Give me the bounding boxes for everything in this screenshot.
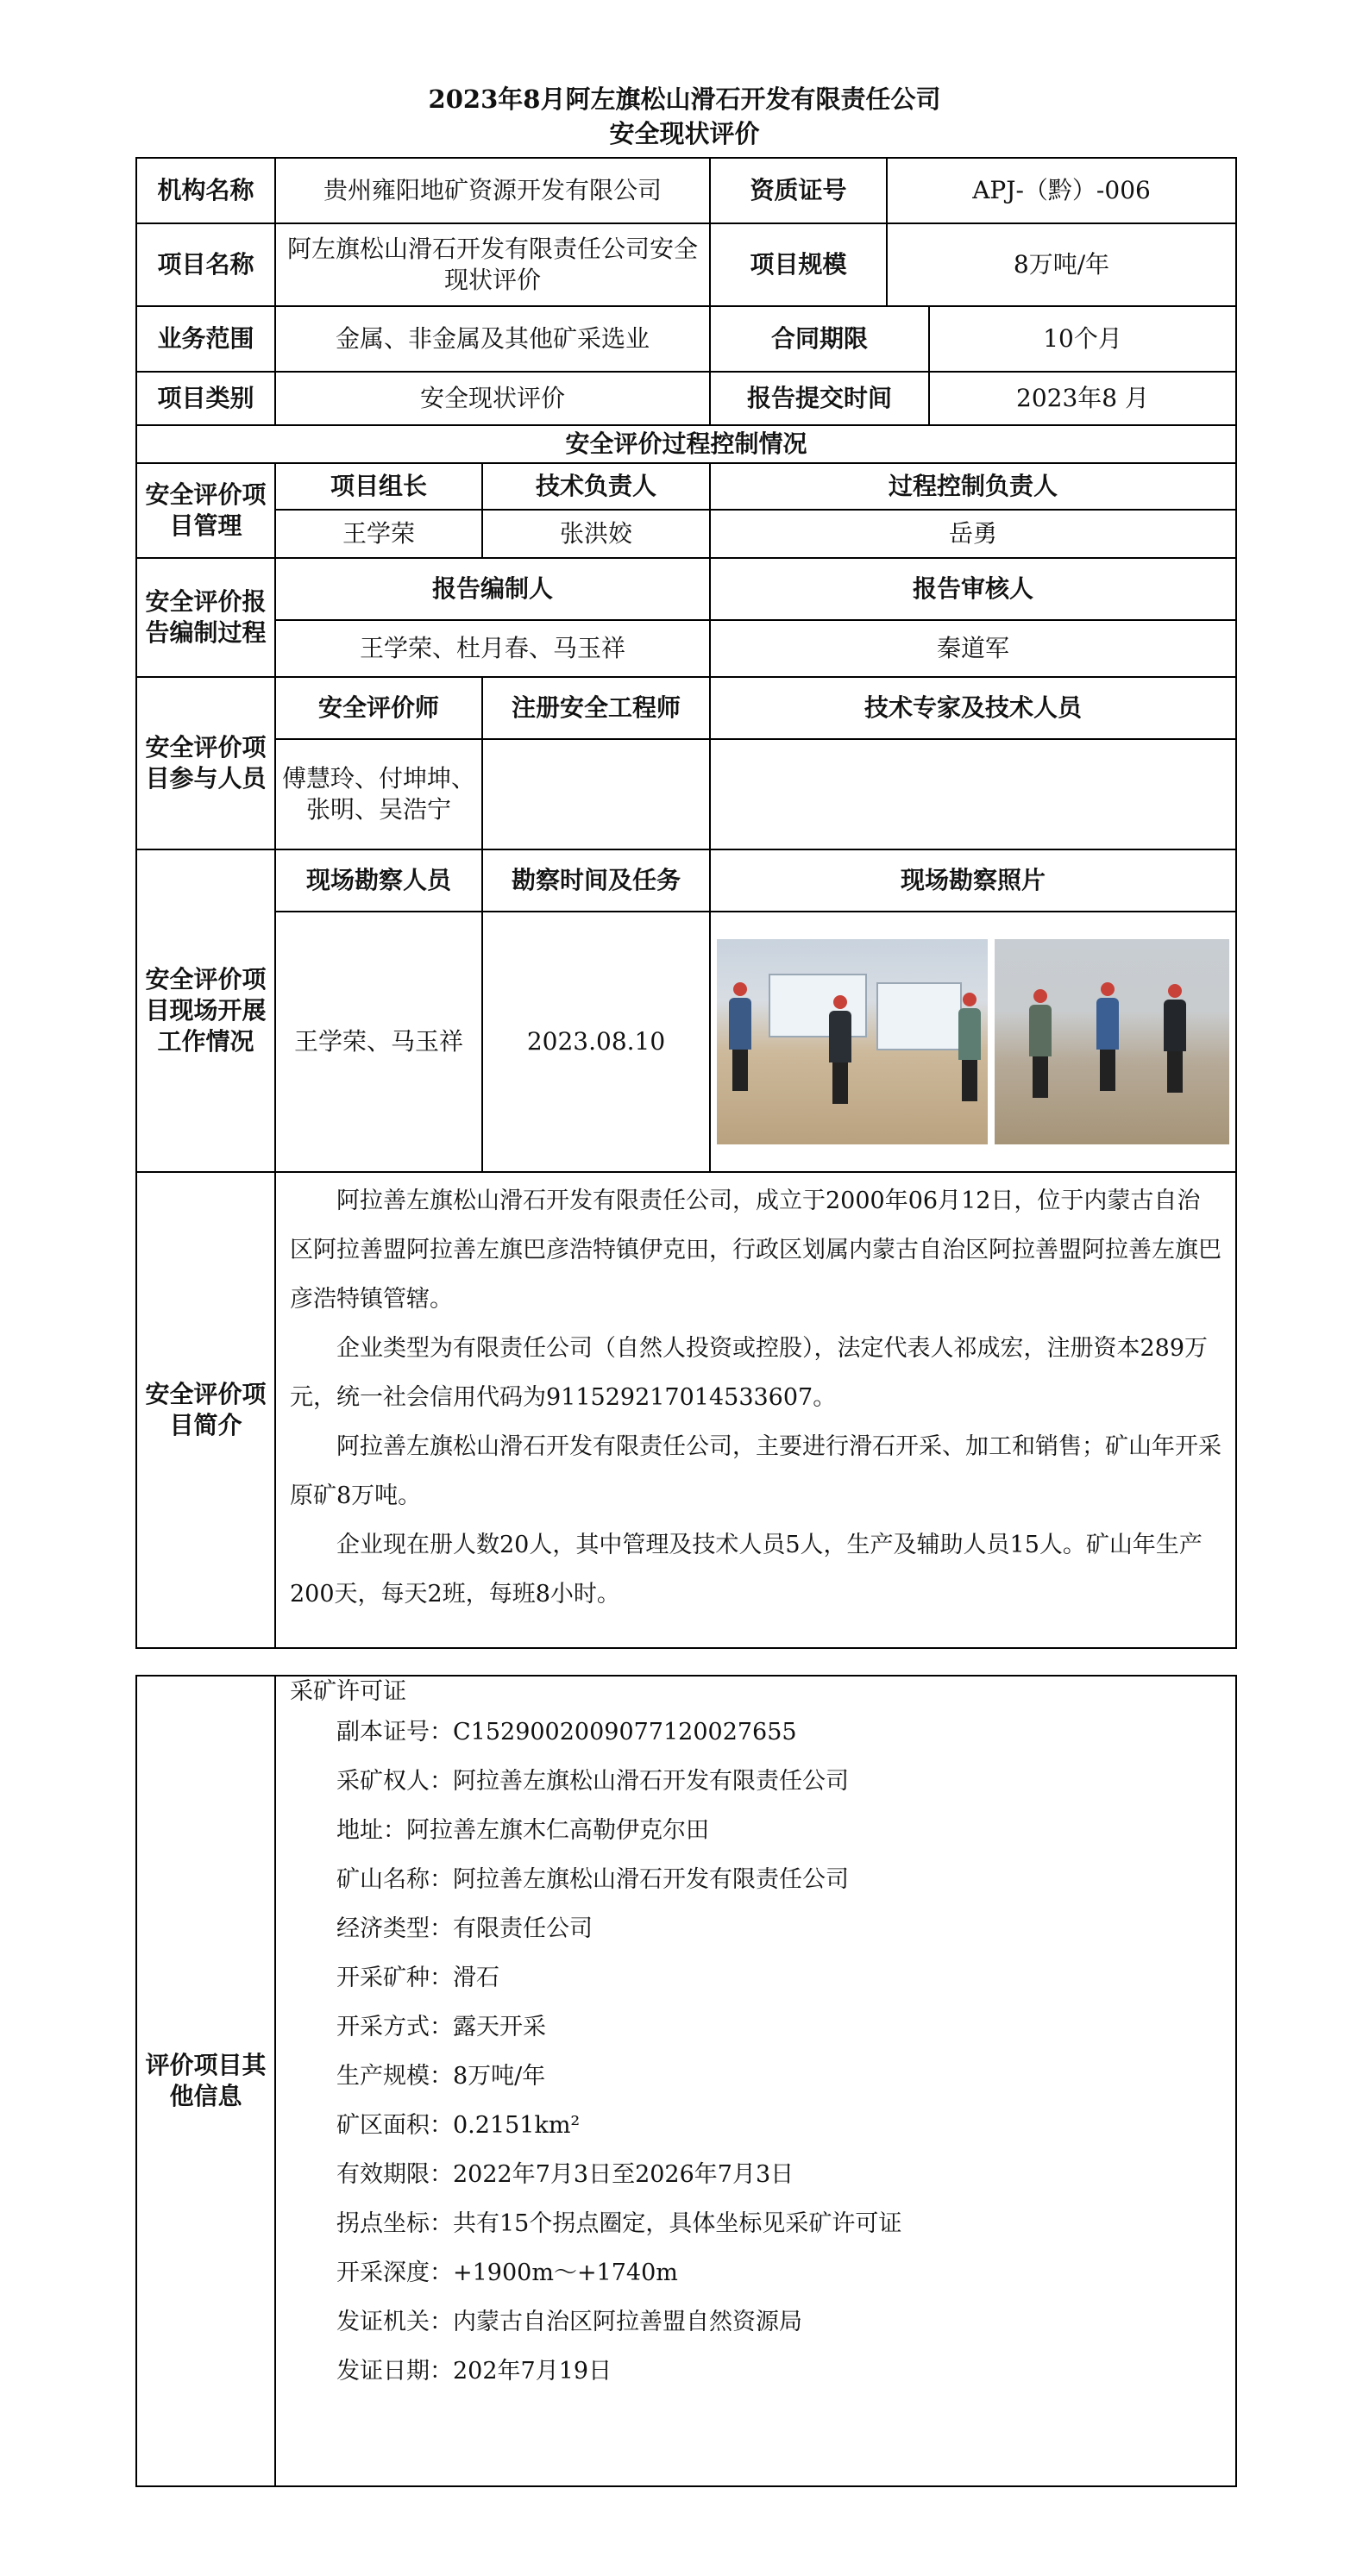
submit-value: 2023年8 月 — [929, 372, 1236, 425]
report-v1: 王学荣、杜月春、马玉祥 — [275, 620, 710, 677]
mgmt-h1: 项目组长 — [275, 463, 482, 510]
site-h3: 现场勘察照片 — [710, 849, 1236, 912]
staff-h1: 安全评价师 — [275, 677, 482, 739]
row-scope — [136, 306, 1236, 372]
person-figure — [958, 993, 981, 1101]
license-line: 开采矿种：滑石 — [336, 1965, 499, 1991]
person-figure — [1096, 982, 1119, 1091]
contract-value: 10个月 — [929, 306, 1236, 372]
other-content — [275, 1676, 1236, 2486]
row-intro — [136, 1172, 1236, 1648]
scale-value: 8万吨/年 — [887, 223, 1236, 306]
mgmt-label: 安全评价项目管理 — [136, 463, 275, 558]
report-v2: 秦道军 — [710, 620, 1236, 677]
scope-value: 金属、非金属及其他矿采选业 — [275, 306, 710, 372]
row-staff-head — [136, 677, 1236, 739]
row-staff-values — [136, 739, 1236, 849]
license-line: 发证机关：内蒙古自治区阿拉善盟自然资源局 — [336, 2309, 802, 2335]
staff-v3 — [710, 739, 1236, 849]
staff-h2: 注册安全工程师 — [482, 677, 710, 739]
license-line: 生产规模：8万吨/年 — [336, 2063, 546, 2090]
doc-title-line2: 安全现状评价 — [609, 119, 760, 148]
cert-label: 资质证号 — [710, 158, 887, 223]
report-h2: 报告审核人 — [710, 558, 1236, 620]
person-figure — [1164, 984, 1186, 1093]
site-photos — [710, 912, 1236, 1172]
contract-label: 合同期限 — [710, 306, 929, 372]
project-value: 阿左旗松山滑石开发有限责任公司安全现状评价 — [275, 223, 710, 306]
site-h1: 现场勘察人员 — [275, 849, 482, 912]
site-photo-2 — [995, 939, 1229, 1144]
site-label: 安全评价项目现场开展工作情况 — [136, 849, 275, 1172]
license-line: 经济类型：有限责任公司 — [336, 1915, 593, 1942]
intro-paragraph-1: 阿拉善左旗松山滑石开发有限责任公司，成立于2000年06月12日，位于内蒙古自治区阿拉善盟阿拉善左旗巴彦浩特镇伊克田，行政区划属内蒙古自治区阿拉善盟阿拉善左旗巴彦浩特镇管辖。 — [290, 1188, 1221, 1313]
license-line: 拐点坐标：共有15个拐点圈定，具体坐标见采矿许可证 — [336, 2210, 902, 2237]
row-report-head — [136, 558, 1236, 620]
staff-h3: 技术专家及技术人员 — [710, 677, 1236, 739]
mgmt-v3: 岳勇 — [710, 510, 1236, 558]
row-process-header — [136, 425, 1236, 463]
other-info-table — [135, 1675, 1237, 2487]
type-value: 安全现状评价 — [275, 372, 710, 425]
submit-label: 报告提交时间 — [710, 372, 929, 425]
doc-title-line1: 2023年8月阿左旗松山滑石开发有限责任公司 — [428, 85, 941, 114]
intro-label: 安全评价项目简介 — [136, 1172, 275, 1648]
license-line: 发证日期：202年7月19日 — [336, 2358, 612, 2385]
license-line: 矿区面积：0.2151km² — [336, 2112, 581, 2139]
mgmt-v2: 张洪姣 — [482, 510, 710, 558]
org-value: 贵州雍阳地矿资源开发有限公司 — [275, 158, 710, 223]
license-line: 开采方式：露天开采 — [336, 2014, 546, 2040]
site-photo-1 — [717, 939, 988, 1144]
type-label: 项目类别 — [136, 372, 275, 425]
scale-label: 项目规模 — [710, 223, 887, 306]
mgmt-v1: 王学荣 — [275, 510, 482, 558]
license-line: 开采深度：+1900m～+1740m — [336, 2259, 678, 2286]
license-line: 矿山名称：阿拉善左旗松山滑石开发有限责任公司 — [336, 1866, 849, 1893]
row-type — [136, 372, 1236, 425]
row-site-values — [136, 912, 1236, 1172]
person-figure — [1029, 989, 1052, 1098]
row-mgmt-head — [136, 463, 1236, 510]
report-h1: 报告编制人 — [275, 558, 710, 620]
org-label: 机构名称 — [136, 158, 275, 223]
sign-board — [876, 982, 962, 1050]
staff-v2 — [482, 739, 710, 849]
license-heading: 采矿许可证 — [290, 1678, 406, 1705]
intro-paragraph-3: 阿拉善左旗松山滑石开发有限责任公司，主要进行滑石开采、加工和销售；矿山年开采原矿8万吨。 — [290, 1433, 1221, 1509]
main-table — [135, 157, 1237, 1649]
project-label: 项目名称 — [136, 223, 275, 306]
staff-v1: 傅慧玲、付坤坤、张明、吴浩宁 — [275, 739, 482, 849]
site-v1: 王学荣、马玉祥 — [275, 912, 482, 1172]
person-figure — [729, 982, 751, 1091]
cert-value: APJ-（黔）-006 — [887, 158, 1236, 223]
row-org — [136, 158, 1236, 223]
mgmt-h3: 过程控制负责人 — [710, 463, 1236, 510]
row-site-head — [136, 849, 1236, 912]
row-other — [136, 1676, 1236, 2486]
row-project — [136, 223, 1236, 306]
site-h2: 勘察时间及任务 — [482, 849, 710, 912]
license-line: 有效期限：2022年7月3日至2026年7月3日 — [336, 2161, 794, 2188]
staff-label: 安全评价项目参与人员 — [136, 677, 275, 849]
mgmt-h2: 技术负责人 — [482, 463, 710, 510]
site-v2: 2023.08.10 — [482, 912, 710, 1172]
row-mgmt-values — [136, 510, 1236, 558]
report-label: 安全评价报告编制过程 — [136, 558, 275, 677]
license-line: 采矿权人：阿拉善左旗松山滑石开发有限责任公司 — [336, 1768, 849, 1795]
row-report-values — [136, 620, 1236, 677]
intro-paragraph-2: 企业类型为有限责任公司（自然人投资或控股），法定代表人祁成宏，注册资本289万元，统一社会信用代码为91152921701453360​7。 — [290, 1335, 1209, 1411]
intro-content — [275, 1172, 1236, 1648]
other-label: 评价项目其他信息 — [136, 1676, 275, 2486]
license-line: 地址：阿拉善左旗木仁高勒伊克尔田 — [336, 1817, 709, 1844]
license-line: 副本证号：C1529002009077120027655 — [336, 1719, 797, 1746]
person-figure — [829, 995, 851, 1104]
scope-label: 业务范围 — [136, 306, 275, 372]
process-header: 安全评价过程控制情况 — [136, 425, 1236, 463]
intro-paragraph-4: 企业现在册人数20人，其中管理及技术人员5人，生产及辅助人员15人。矿山年生产200天，每天2班，每班8小时。 — [290, 1532, 1203, 1608]
sign-board — [769, 974, 867, 1037]
